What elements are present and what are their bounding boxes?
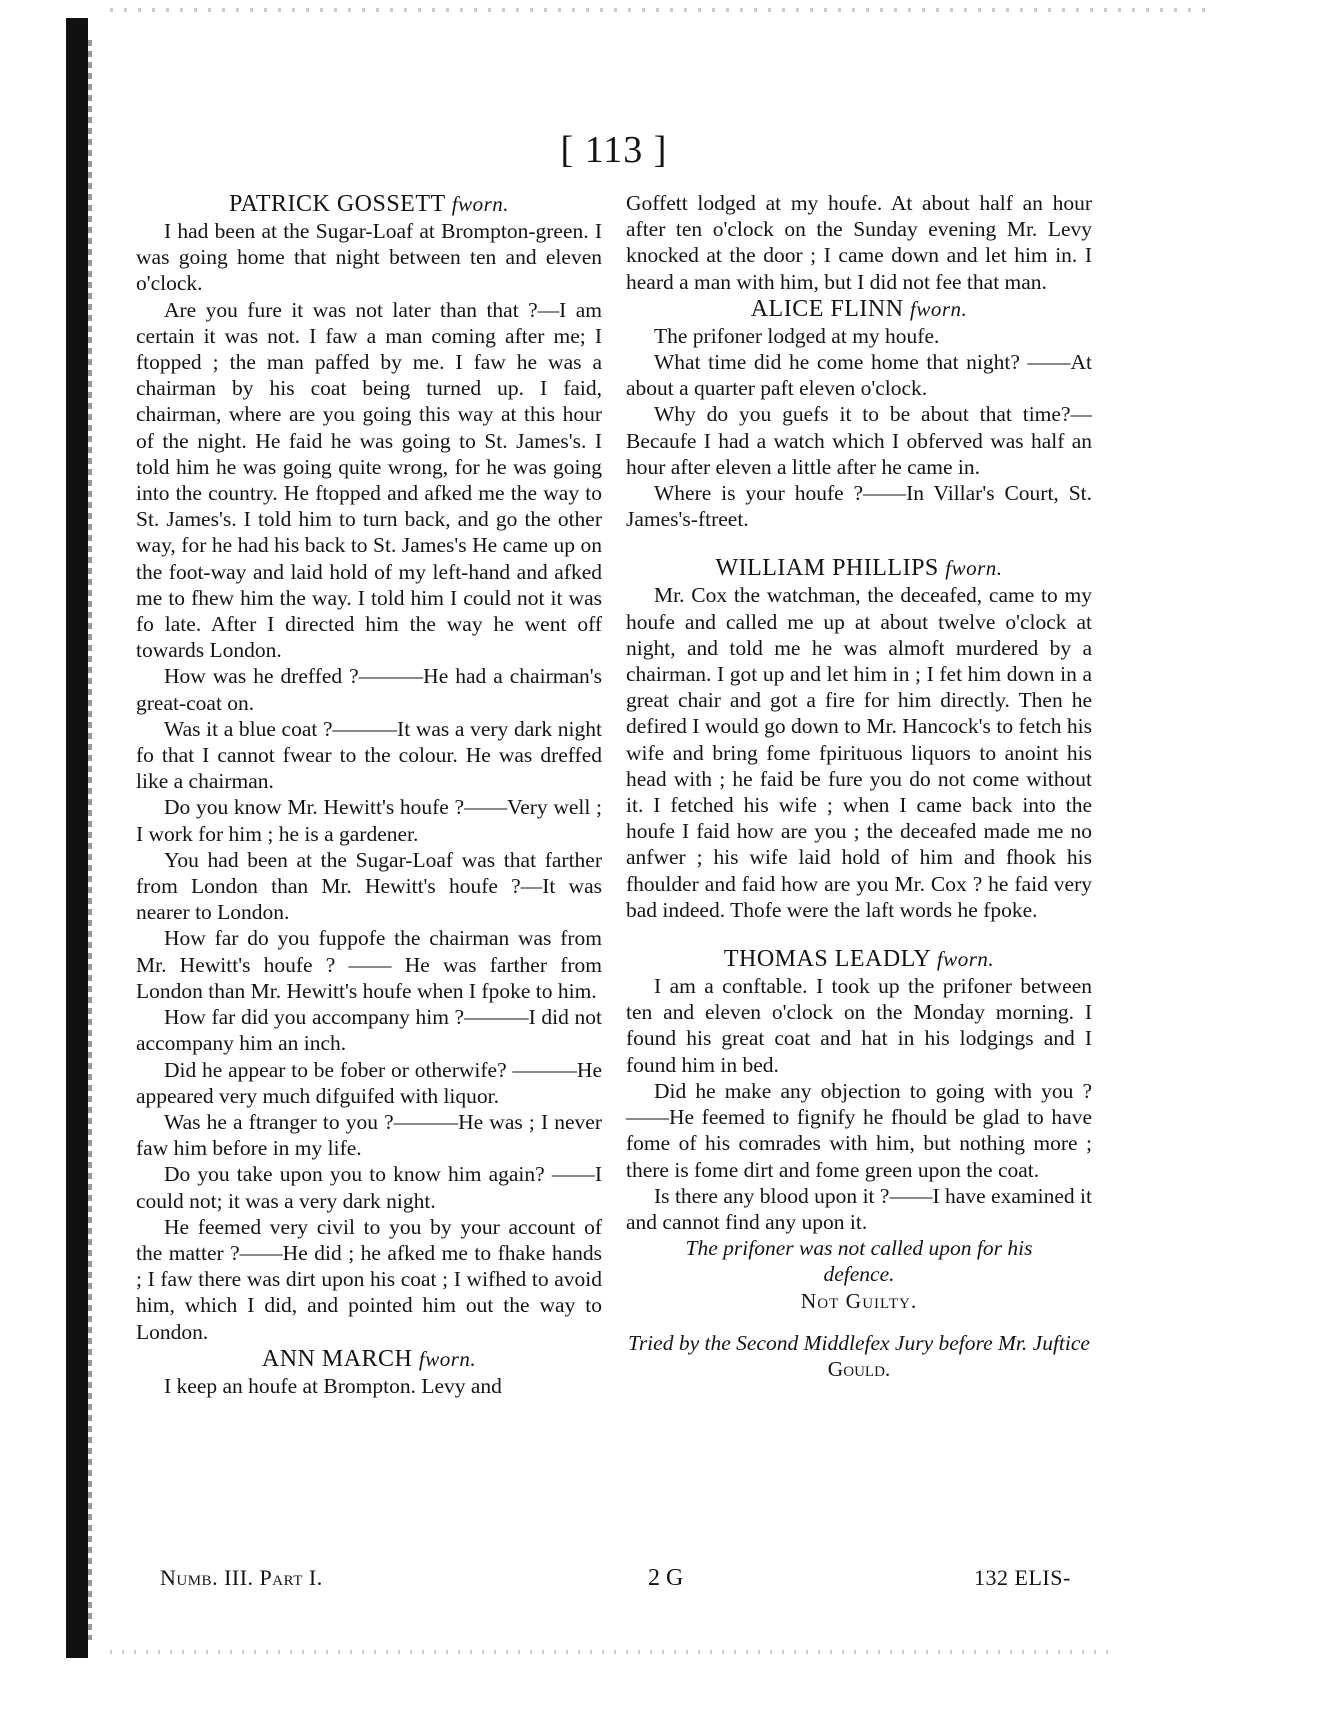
testimony-paragraph: I had been at the Sugar-Loaf at Brompton-green. I was going home that night between ten and eleven o'clock.: [136, 219, 602, 296]
witness-heading-alice-flinn: [626, 295, 1092, 323]
scan-noise-bottom: [110, 1650, 1110, 1654]
testimony-paragraph: Do you know Mr. Hewitt's houfe ?——Very well ; I work for him ; he is a gardener.: [136, 795, 602, 846]
testimony-paragraph: I am a conftable. I took up the prifoner between ten and eleven o'clock on the Monday morning. I found his great coat and hat in his lodgings and I found him in bed.: [626, 974, 1092, 1077]
book-spine-edge: [88, 40, 92, 1640]
testimony-paragraph: Where is your houfe ?——In Villar's Court, St. James's-ftreet.: [626, 481, 1092, 532]
testimony-paragraph: Do you take upon you to know him again? ——I could not; it was a very dark night.: [136, 1162, 602, 1213]
testimony-paragraph: Did he make any objection to going with you ?——He feemed to fignify he fhould be glad to have fome of his comrades with him, but nothing more ; there is fome dirt and fome green upon the coat.: [626, 1078, 1092, 1182]
witness-name: WILLIAM PHILLIPS: [715, 555, 939, 582]
tried-by-text: Tried by the Second Middlefex Jury before Mr. Juftice: [628, 1330, 1090, 1355]
testimony-paragraph: Why do you guefs it to be about that time?—Becaufe I had a watch which I obferved was half an hour after eleven a little after he came in.: [626, 402, 1092, 479]
testimony-paragraph: The prifoner lodged at my houfe.: [654, 323, 940, 348]
testimony-paragraph: What time did he come home that night? ——At about a quarter paft eleven o'clock.: [626, 350, 1092, 401]
testimony-paragraph: How far did you accompany him ?———I did not accompany him an inch.: [136, 1005, 602, 1056]
scan-noise-top: [110, 8, 1210, 12]
left-column: [136, 190, 602, 1399]
witness-name: PATRICK GOSSETT: [229, 191, 446, 217]
testimony-paragraph: Are you fure it was not later than that ?—I am certain it was not. I faw a man coming after me; I ftopped ; the man paffed by me. I faw he was a chairman by his coat being turned up. I faid, chairman, where are you going this way at this hour of the night. He faid he was going to St. James's. I told him he was going quite wrong, for he was going into the country. He ftopped and afked me the way to St. James's. I told him to turn back, and go the other way, for he had his back to St. James's He came up on the foot-way and laid hold of my left-hand and afked me to fhew him the way. I told him I could not it was fo late. After I directed him the way he went off towards London.: [136, 297, 602, 663]
witness-heading-william-phillips: [626, 554, 1092, 582]
witness-name: ALICE FLINN: [750, 295, 904, 322]
testimony-paragraph: How was he dreffed ?———He had a chairman's great-coat on.: [136, 664, 602, 715]
verdict: Not Guilty.: [800, 1288, 918, 1313]
witness-heading-thomas-leadly: [626, 945, 1092, 973]
testimony-paragraph: Was it a blue coat ?———It was a very dark night fo that I cannot fwear to the colour. He was dreffed like a chairman.: [136, 716, 602, 794]
testimony-paragraph: He feemed very civil to you by your account of the matter ?——He did ; he afked me to fhake hands ; I faw there was dirt upon his coat ; I wifhed to avoid him, which I did, and pointed him out the way to London.: [136, 1214, 602, 1344]
judge-name: Gould.: [827, 1356, 891, 1381]
testimony-paragraph: I keep an houfe at Brompton. Levy and: [164, 1373, 502, 1398]
tried-by-note: [626, 1330, 1092, 1382]
testimony-paragraph: You had been at the Sugar-Loaf was that farther from London than Mr. Hewitt's houfe ?—It was nearer to London.: [136, 847, 602, 925]
page-number: [ 113 ]: [560, 129, 668, 171]
witness-name: ANN MARCH: [261, 1345, 413, 1372]
testimony-paragraph: Mr. Cox the watchman, the deceafed, came to my houfe and called me up at about twelve o'clock at night, and told me he was almoft murdered by a chairman. I got up and let him in ; I fet him down in a great chair and got a fire for him directly. Then he defired I would go down to Mr. Hancock's to fetch his wife and bring fome fpirituous liquors to anoint his head with ; he faid be fure you do not come without it. I fetched his wife ; when I came back into the houfe I faid how are you ; the deceafed made me no anfwer ; his wife laid hold of him and fhook his fhoulder and faid how are you Mr. Cox ? he faid very bad indeed. Thofe were the laft words he fpoke.: [626, 583, 1092, 922]
testimony-paragraph: Goffett lodged at my houfe. At about half an hour after ten o'clock on the Sunday evening Mr. Levy knocked at the door ; I came down and let him in. I heard a man with him, but I did not fee that man.: [626, 191, 1092, 294]
signature-mark: 2 G: [648, 1565, 684, 1591]
sworn-label: fworn.: [945, 556, 1003, 581]
witness-heading-ann-march: [136, 1345, 602, 1373]
sworn-label: fworn.: [451, 192, 509, 216]
sworn-label: fworn.: [910, 296, 968, 321]
book-spine-shadow: [66, 18, 88, 1658]
verdict-note: The prifoner was not called upon for his defence.: [685, 1236, 1033, 1287]
testimony-paragraph: Did he appear to be fober or otherwife? ———He appeared very much difguifed with liquor.: [136, 1057, 602, 1108]
catchword: 132 ELIS-: [974, 1565, 1071, 1590]
testimony-paragraph: Is there any blood upon it ?——I have examined it and cannot find any upon it.: [626, 1183, 1092, 1234]
testimony-paragraph: Was he a ftranger to you ?———He was ; I never faw him before in my life.: [136, 1109, 602, 1161]
sworn-label: fworn.: [936, 947, 995, 972]
sworn-label: fworn.: [418, 1346, 477, 1371]
volume-part-label: Numb. III. Part I.: [160, 1565, 323, 1590]
right-column: [626, 190, 1092, 1382]
witness-name: THOMAS LEADLY: [723, 946, 931, 973]
testimony-paragraph: How far do you fuppofe the chairman was from Mr. Hewitt's houfe ? —— He was farther from London than Mr. Hewitt's houfe when I fpoke to him.: [136, 926, 602, 1003]
witness-heading-patrick-gossett: [136, 190, 602, 218]
